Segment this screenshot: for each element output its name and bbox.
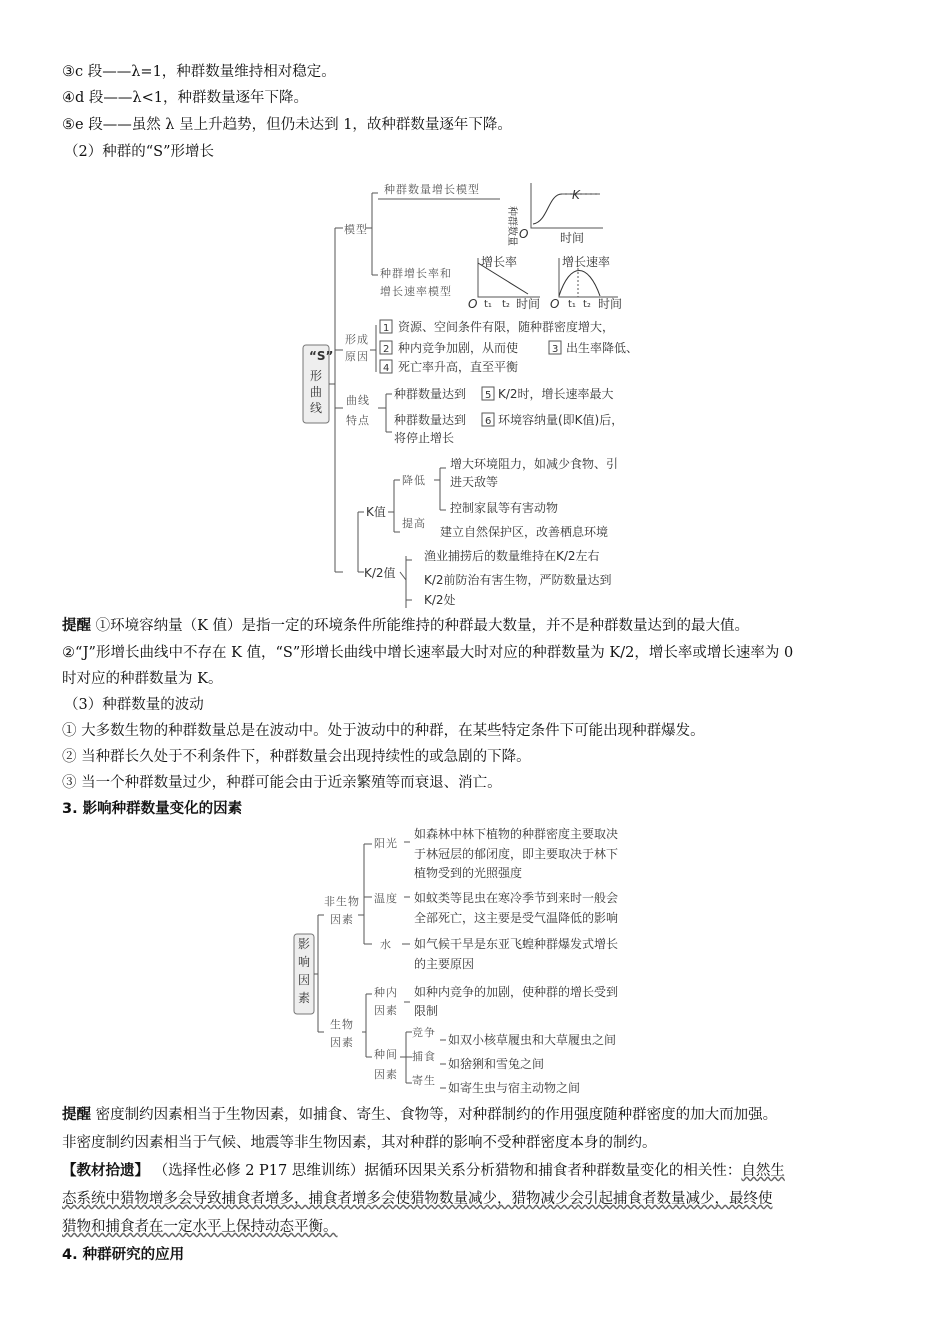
tip1-line3: 时对应的种群数量为 K。 xyxy=(62,671,223,687)
inter-a: 种间 xyxy=(374,1048,398,1061)
feat-label-a: 曲线 xyxy=(346,394,370,407)
fluct-p1: ① 大多数生物的种群数量总是在波动中。处于波动中的种群，在某些特定条件下可能出现种群爆发。 xyxy=(62,723,705,739)
graph3-y: 增长速率 xyxy=(562,255,611,269)
textbook-text1a: （选择性必修 2 P17 思维训练）据循环因果关系分析猎物和捕食者种群数量变化的相关性： xyxy=(153,1163,742,1179)
text-line-e: ⑤e 段——虽然 λ 呈上升趋势，但仍未达到 1，故种群数量逐年下降。 xyxy=(62,117,512,133)
comp-1: 如双小核草履虫和大草履虫之间 xyxy=(448,1033,617,1047)
water-2: 的主要原因 xyxy=(414,957,475,971)
cause-3: 出生率降低、 xyxy=(566,341,639,355)
k2-2a: K/2前防治有害生物，严防数量达到 xyxy=(424,573,612,587)
cause-4: 死亡率升高，直至平衡 xyxy=(398,360,519,374)
tip1-label: 提醒 xyxy=(62,618,91,634)
tip2-label: 提醒 xyxy=(62,1107,91,1123)
pred-1: 如猞猁和雪兔之间 xyxy=(448,1057,545,1071)
tip1-line1 xyxy=(62,616,749,636)
abiotic-a: 非生物 xyxy=(324,895,360,908)
sun-1: 如森林中林下植物的种群密度主要取决 xyxy=(414,827,619,841)
textbook-line3: 猎物和捕食者在一定水平上保持动态平衡。 xyxy=(62,1219,338,1235)
graph2-y: 增长率 xyxy=(481,255,518,269)
reduce-1b: 进天敌等 xyxy=(450,475,499,489)
model1-label: 种群数量增长模型 xyxy=(384,183,480,196)
textbook-label: 【教材拾遗】 xyxy=(62,1163,149,1179)
factor-root-2: 响 xyxy=(298,955,311,969)
factor-root-4: 素 xyxy=(298,991,311,1005)
tip1-line2: ②“J”形增长曲线中不存在 K 值，“S”形增长曲线中增长速率最大时对应的种群数量为 K/2，增长率或增长速率为 0 xyxy=(62,645,794,661)
k2-2b: K/2处 xyxy=(424,593,456,607)
graph1-o: O xyxy=(519,227,529,241)
section4-heading: 4. 种群研究的应用 xyxy=(62,1247,185,1263)
feat-2a: 种群数量达到 xyxy=(394,413,467,427)
para-1: 如寄生虫与宿主动物之间 xyxy=(448,1081,581,1095)
s-root-label-1: “S” xyxy=(309,349,334,363)
graph1-x: 时间 xyxy=(560,231,585,245)
reduce-2: 控制家鼠等有害动物 xyxy=(450,501,559,515)
model2-label-b: 增长速率模型 xyxy=(380,285,452,298)
tip2-line1 xyxy=(62,1105,777,1125)
textbook-line2: 态系统中猎物增多会导致捕食者增多，捕食者增多会使猎物数量减少，猎物减少会引起捕食者数量减少，最终使 xyxy=(62,1191,773,1207)
factor-root-1: 影 xyxy=(298,937,311,951)
raise-1: 建立自然保护区，改善栖息环境 xyxy=(440,525,609,539)
s-root-label-4: 线 xyxy=(310,401,323,415)
cause-2: 种内竞争加剧，从而使 xyxy=(398,341,519,355)
water-1: 如气候干旱是东亚飞蝗种群爆发式增长 xyxy=(414,937,619,951)
text-line-d: ④d 段——λ<1，种群数量逐年下降。 xyxy=(62,90,308,106)
textbook-line1 xyxy=(62,1161,785,1181)
reduce-1a: 增大环境阻力，如减少食物、引 xyxy=(450,457,619,471)
inter-b: 因素 xyxy=(374,1068,398,1081)
temp-1: 如蚊类等昆虫在寒冷季节到来时一般会 xyxy=(414,891,619,905)
graph3-o: O xyxy=(550,297,560,311)
sun-2: 于林冠层的郁闭度，即主要取决于林下 xyxy=(414,847,619,861)
fluct-p2: ② 当种群长久处于不利条件下，种群数量会出现持续性的或急剧的下降。 xyxy=(62,749,531,765)
graph2-t2: t₂ xyxy=(502,299,510,310)
box-3: 3 xyxy=(552,344,559,355)
reduce-label: 降低 xyxy=(402,474,426,487)
factor-root-3: 因 xyxy=(298,973,311,987)
tip2-text1: 密度制约因素相当于生物因素，如捕食、寄生、食物等，对种群制约的作用强度随种群密度的加大而加强。 xyxy=(95,1107,778,1123)
model-label: 模型 xyxy=(344,223,368,236)
feat-1b: K/2时，增长速率最大 xyxy=(498,387,614,401)
tip2-line2: 非密度制约因素相当于气候、地震等非生物因素，其对种群的影响不受种群密度本身的制约。 xyxy=(62,1135,657,1151)
comp-label: 竞争 xyxy=(412,1026,436,1039)
para-label: 寄生 xyxy=(412,1074,436,1087)
graph3-x: 时间 xyxy=(598,297,623,311)
box-2: 2 xyxy=(383,344,390,355)
sun-3: 植物受到的光照强度 xyxy=(414,866,523,880)
abiotic-b: 因素 xyxy=(330,913,354,926)
temp-2: 全部死亡，这主要是受气温降低的影响 xyxy=(414,911,619,925)
intra-a: 种内 xyxy=(374,986,398,999)
biotic-a: 生物 xyxy=(330,1018,354,1031)
graph2-t1: t₁ xyxy=(484,299,492,310)
cause-label-a: 形成 xyxy=(345,333,369,346)
pred-label: 捕食 xyxy=(412,1050,436,1063)
k2-label: K/2值 xyxy=(364,566,396,580)
raise-label: 提高 xyxy=(402,517,426,530)
tip1-text1: ①环境容纳量（K 值）是指一定的环境条件所能维持的种群最大数量，并不是种群数量达到的最大值。 xyxy=(95,618,750,634)
graph1-k: K xyxy=(572,188,580,202)
k2-1: 渔业捕捞后的数量维持在K/2左右 xyxy=(424,549,600,563)
s-root-label-2: 形 xyxy=(310,369,323,383)
box-5: 5 xyxy=(485,390,492,401)
box-6: 6 xyxy=(485,416,492,427)
fluct-title: （3）种群数量的波动 xyxy=(64,697,204,713)
biotic-b: 因素 xyxy=(330,1036,354,1049)
feat-label-b: 特点 xyxy=(346,414,370,427)
sun-label: 阳光 xyxy=(374,837,398,850)
text-line-c: ③c 段——λ=1，种群数量维持相对稳定。 xyxy=(62,64,336,80)
graph3-t2: t₂ xyxy=(583,299,591,310)
s-root-label-3: 曲 xyxy=(310,385,323,399)
cause-label-b: 原因 xyxy=(345,350,369,363)
graph3-t1: t₁ xyxy=(568,299,576,310)
feat-2c: 将停止增长 xyxy=(394,431,455,445)
intra-1: 如种内竞争的加剧，使种群的增长受到 xyxy=(414,985,619,999)
model2-label-a: 种群增长率和 xyxy=(380,267,452,280)
textbook-text1b: 自然生 xyxy=(741,1163,785,1179)
intra-2: 限制 xyxy=(414,1004,439,1018)
intra-b: 因素 xyxy=(374,1004,398,1017)
temp-label: 温度 xyxy=(374,892,398,905)
k-label: K值 xyxy=(366,505,386,519)
cause-1: 资源、空间条件有限，随种群密度增大， xyxy=(398,320,615,334)
s-growth-heading: （2）种群的“S”形增长 xyxy=(64,144,214,160)
box-4: 4 xyxy=(383,363,390,374)
section3-heading: 3. 影响种群数量变化的因素 xyxy=(62,801,243,817)
feat-1a: 种群数量达到 xyxy=(394,387,467,401)
graph1-y-label: 种群数量 xyxy=(506,206,517,246)
box-1: 1 xyxy=(383,323,390,334)
water-label: 水 xyxy=(380,938,392,951)
feat-2b: 环境容纳量(即K值)后， xyxy=(498,413,624,427)
fluct-p3: ③ 当一个种群数量过少，种群可能会由于近亲繁殖等而衰退、消亡。 xyxy=(62,775,502,791)
graph2-o: O xyxy=(468,297,478,311)
graph2-x: 时间 xyxy=(516,297,541,311)
